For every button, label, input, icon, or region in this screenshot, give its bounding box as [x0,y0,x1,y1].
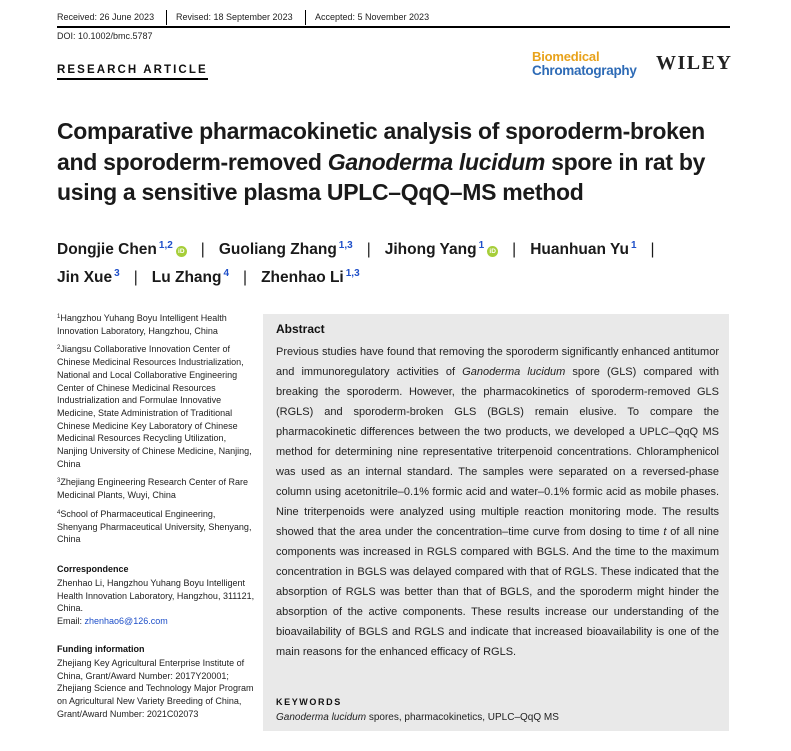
author-line [57,234,747,262]
title-text: Comparative pharmacokinetic analysis of sporoderm-broken and sporoderm-removed [57,118,705,175]
author[interactable]: Jihong Yang $^1$iD [385,241,498,258]
affiliation: $^3$Zhejiang Engineering Research Center of Rare Medicinal Plants, Wuyi, China [57,477,248,501]
orcid-icon[interactable]: iD [487,246,498,257]
journal-name-line2: Chromatography [532,63,637,78]
journal-logo [532,50,637,78]
correspondence-text: Zhenhao Li, Hangzhou Yuhang Boyu Intelligent Health Innovation Laboratory, Hangzhou, 311121, China. Email: zhenhao6@126.com [57,578,255,627]
affiliation-marker[interactable]: 4 [223,268,230,279]
correspondence-heading: Correspondence [57,564,129,574]
article-title [57,116,737,208]
divider [305,10,306,25]
revised-date: Revised: 18 September 2023 [176,12,293,22]
abstract-text: Previous studies have found that removing the sporoderm significantly enhanced antitumor and immunoregulatory activities of Ganoderma lucidum spore (GLS) compared with breaking the sporoderm. However, the pharmacokinetics of sporoderm-removed GLS (RGLS) and sporoderm-broken GLS (BGLS) remain elusive. To compare the pharmacokinetic differences between the two products, we developed a UPLC–QqQ MS method for determining nine representative triterpenoid concentrations. Chloramphenicol was used as an internal standard. The samples were separated on a reversed-phase column using acetonitrile–0.1% formic acid and water–0.1% formic acid as mobile phases. Nine triterpenoids were analyzed using multiple reaction monitoring mode. The results showed that the area under the concentration–time curve from dosing to time t of all nine components was increased in RGLS compared with BGLS. And the time to the maximum concentration in BGLS was delayed compared with that of RGLS. These indicated that the absorption of RGLS was better than that of BGLS, and the sporoderm might hinder the absorption of the active components. These results increase our understanding of the bioavailability of BGLS and RGLS and indicate that increased bioavailability is one of the main reasons for the enhanced efficacy of RGLS. [276,346,719,658]
author-separator: | [512,241,517,258]
publisher-logo: WILEY [656,52,733,74]
author[interactable]: Jin Xue $^3$ [57,268,120,286]
affiliations [57,311,257,551]
affiliation-marker[interactable]: 1,3 [345,268,360,279]
author[interactable]: Zhenhao Li $^{1,3}$ [261,268,360,286]
author[interactable]: Huanhuan Yu $^1$ [530,240,637,258]
author[interactable]: Dongjie Chen $^{1,2}$iD [57,241,187,258]
author-separator: | [200,241,205,258]
affiliation: $^2$Jiangsu Collaborative Innovation Center of Chinese Medicinal Resources Industrialization, National and Local Collaborative Engineering Center of Chinese Medicinal Resources Industrialization and Formulae Innovative Medicine, State Administration of Traditional Chinese Medicine Key Laboratory of Chinese Medicinal Resources Recycling Utilization, Nanjing University of Chinese Medicine, Nanjing, China [57,344,252,469]
abstract-box [263,314,729,731]
author-separator: | [366,241,371,258]
author[interactable]: Guoliang Zhang $^{1,3}$ [218,240,353,258]
author-separator: | [650,241,655,258]
journal-name-line1: Biomedical [532,49,600,64]
article-type: RESEARCH ARTICLE [57,64,208,80]
abstract-heading: Abstract [276,322,325,336]
affiliation-marker[interactable]: 1 [630,240,637,251]
author-list [57,234,747,290]
affiliation-marker[interactable]: 1 [478,240,485,251]
title-text: spore in rat by using a sensitive plasma UPLC–QqQ–MS method [57,148,706,205]
author[interactable]: Lu Zhang $^4$ [151,268,230,286]
author-line [57,262,747,290]
divider [166,10,167,25]
affiliation-marker[interactable]: 1,3 [338,240,353,251]
affiliation: $^1$Hangzhou Yuhang Boyu Intelligent Health Innovation Laboratory, Hangzhou, China [57,313,227,336]
accepted-date: Accepted: 5 November 2023 [315,12,430,22]
affiliation-marker[interactable]: 1,2 [158,240,173,251]
funding-heading: Funding information [57,644,145,654]
date-bar [57,10,730,28]
keywords: Ganoderma lucidum spores, pharmacokinetics, UPLC–QqQ MS [276,712,559,723]
keywords-heading: KEYWORDS [276,697,342,707]
funding-text: Zhejiang Key Agricultural Enterprise Institute of China, Grant/Award Number: 2017Y20001; Zhejiang Science and Technology Major Program on Agricultural New Variety Breeding of China, Grant/Award Number: 2021C02073 [57,658,254,719]
affiliation: $^4$School of Pharmaceutical Engineering, Shenyang Pharmaceutical University, Shenyang, China [57,508,252,545]
email-link[interactable]: zhenhao6@126.com [84,616,168,627]
received-date: Received: 26 June 2023 [57,12,155,22]
author-separator: | [133,269,138,286]
title-species: Ganoderma lucidum [327,148,546,175]
affiliation-marker[interactable]: 3 [114,268,120,279]
author-separator: | [243,269,248,286]
doi: DOI: 10.1002/bmc.5787 [57,31,153,41]
orcid-icon[interactable]: iD [176,246,187,257]
